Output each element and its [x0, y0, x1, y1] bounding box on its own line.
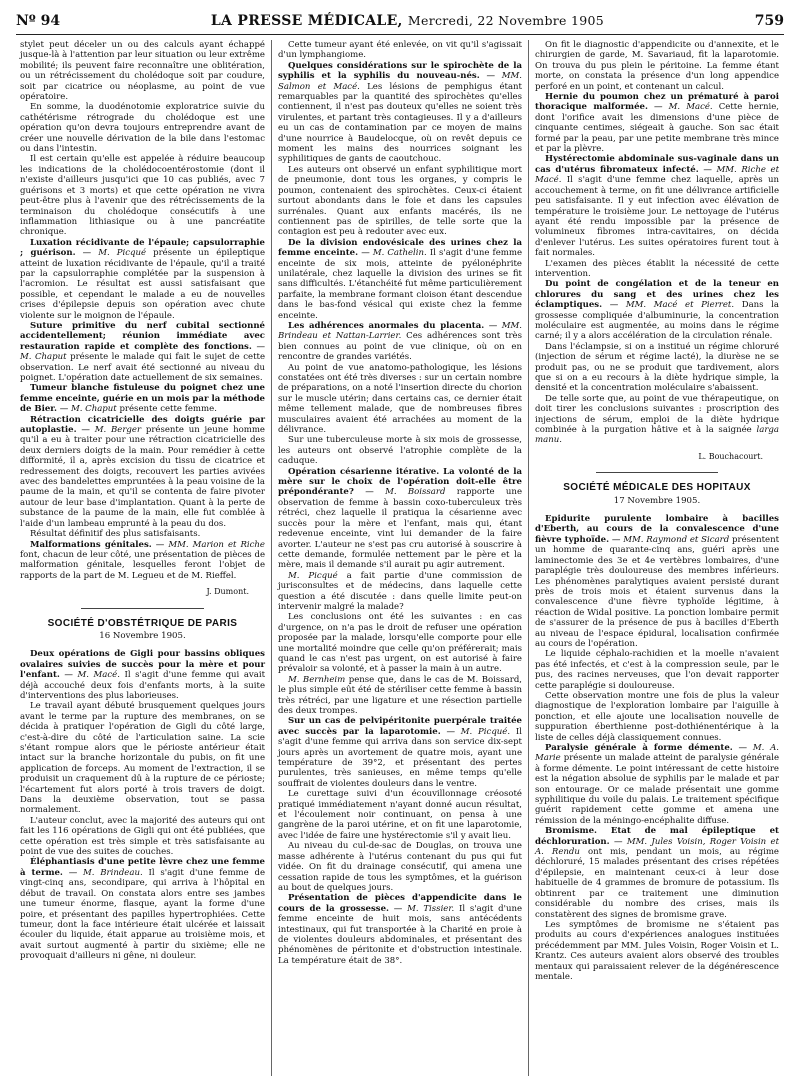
- article-title: Quelques considérations sur le spirochète de la syphilis et la syphilis du nouveau-nés.: [278, 60, 522, 82]
- article-text: font, chacun de leur côté, une présentation de pièces de malformation génitale, lesquelles feront l'objet de rapports de la part de M. Legueu et de M. Rieffel.: [20, 549, 265, 581]
- paragraph: Cette tumeur ayant été enlevée, on vit qu'il s'agissait d'un lymphangiome.: [278, 40, 522, 61]
- article-entry: [20, 238, 265, 321]
- article-author: — M. Brindeau.: [68, 867, 143, 878]
- article-entry: [20, 857, 265, 961]
- article-text: Il s'agit d'une femme enceinte de huit mois, sans antécédents intestinaux, qui fut transportée à la Charité en proie à de violentes douleurs abdominales, et présentant des phénomènes de péritonite et d'obstruction intestinale. La température était de 38°.: [278, 903, 523, 966]
- article-entry: [278, 893, 522, 966]
- article-author: — M. Boissard: [365, 487, 446, 498]
- article-entry: [535, 743, 779, 826]
- article-text: présente un malade atteint de paralysie générale à forme démente. Le point intéressant de cette histoire est la négation absolue de syphilis par le malade et par son entourage. Or ce malade présentait une gomme syphilitique du voile du palais. Le traitement spécifique guérit rapidement cette gomme et amena une rémission de la méningo-encéphalite diffuse.: [535, 753, 780, 826]
- paragraph: Dans l'éclampsie, si on a institué un régime chloruré (injection de sérum et régime lacté), la diurèse ne se produit pas, ou ne se produit que tardivement, alors que si on a eu recours à la diète hydrique simple, la densité et la concentration moléculaire s'abaissent.: [535, 341, 779, 394]
- article-entry: [535, 514, 779, 649]
- article-text: présente un épileptique atteint de luxation récidivante de l'épaule, qu'il a traité par la capsulorraphie complétée par la suspension à l'acromion. Le résultat est aussi satisfaisant que possible, et cependant le malade a eu de nouvelles crises d'épilepsie depuis son opération avec chute violente sur le moignon de l'épaule.: [20, 248, 266, 321]
- article-entry: [278, 467, 522, 571]
- paragraph-text: pense que, dans le cas de M. Boissard, le plus simple eût été de stériliser cette femme à bassin très rétréci, par une ligature et une résection partielle des deux trompes.: [278, 674, 523, 716]
- paragraph: Le liquide céphalo-rachidien et la moelle n'avaient pas été infectés, et c'est à la compression seule, par le pus, des racines nerveuses, que l'on devait rapporter cette paraplégie si douloureuse.: [535, 649, 779, 691]
- article-title: Présentation de pièces d'appendicite dans le cours de la grossesse.: [278, 893, 522, 914]
- article-author: — MM. Raymond et Sicard: [611, 534, 730, 545]
- article-author: — M. Macé.: [64, 670, 120, 681]
- article-title: De la division endovésicale des urines chez la femme enceinte.: [278, 237, 522, 259]
- article-title: Sur un cas de pelvipéritonite puerpérale traitée avec succès par la laparotomie.: [278, 716, 522, 737]
- article-text: Il s'agit d'une femme qui avait déjà accouché deux fois d'enfants morts, à la suite d'interventions des plus laborieuses.: [20, 670, 266, 701]
- article-title: Opération césarienne itérative. La volonté de la mère sur le choix de l'opération doit-elle être prépondérante?: [278, 466, 522, 498]
- page-header: [16, 8, 784, 35]
- speaker-name: M. Bernheim: [288, 674, 346, 685]
- article-title: Hystérectomie abdominale sus-vaginale dans un cas d'utérus fibromateux infecté.: [535, 154, 779, 175]
- article-entry: [20, 415, 265, 529]
- article-text: Il s'agit d'une femme de vingt-cinq ans, secondipare, qui arriva à l'hôpital en début de travail. On constata alors entre ses jambes une tumeur énorme, flasque, ayant la forme d'une poire, et présentant des papilles hypertrophiées. Cette tumeur, dont la face intérieure était ulcérée et laissait écouler du liquide, était apparue au troisième mois, et avait surtout augmenté à partir du sixième; elle ne provoquait d'ailleurs ni gêne, ni douleur.: [20, 867, 266, 962]
- divider: [596, 472, 718, 473]
- article-author: — M. Chaput: [59, 404, 117, 415]
- paragraph: Les symptômes de bromisme ne s'étaient pas produits au cours d'expériences analogues instituées précédemment par MM. Jules Voisin, Roger Voisin et L. Krantz. Ces auteurs avaient alors observé des troubles mentaux qui paraissaient relever de la dégénérescence mentale.: [535, 919, 779, 982]
- article-author: — M. Macé.: [654, 102, 713, 113]
- paragraph-text: a fait partie d'une commission de jurisconsultes et de médecins, dans laquelle cette question a été discutée : dans quelle limite peut-on intervenir malgré la malade?: [278, 570, 523, 612]
- article-title: Paralysie générale à forme démente.: [545, 743, 733, 753]
- paragraph: Le curettage suivi d'un écouvillonnage créosoté pratiqué immédiatement n'ayant donné aucun résultat, et l'écoulement noir continuant, on pensa à une gangrène de la paroi utérine, et on fit une laparotomie, avec l'idée de faire une hystérectomie s'il y avait lieu.: [278, 789, 522, 841]
- article-author: — MM. Jules Voisin, Roger Voisin et A. Rendu: [535, 836, 780, 858]
- divider: [81, 608, 204, 609]
- article-text: ont mis, pendant un mois, au régime déchloruré, 15 malades présentant des crises répétées d'épilepsie, en maintenant ceux-ci à leur dose habituelle de 4 grammes de bromure de potassium. Ils obtinrent par ce traitement une diminution considérable du nombre des crises, mais ils constatèrent des signes de bromisme grave.: [535, 847, 779, 920]
- article-title: Hernie du poumon chez un prématuré à paroi thoracique malformée.: [535, 92, 779, 113]
- article-title: Malformations génitales.: [30, 539, 152, 550]
- article-author: — M. A. Marie: [535, 743, 779, 764]
- article-title: Epidurite purulente lombaire à bacilles d'Eberth, au cours de la convalescence d'une fièvre typhoïde.: [535, 514, 779, 545]
- paragraph: L'examen des pièces établit la nécessité de cette intervention.: [535, 258, 779, 279]
- article-text: Ces adhérences sont très bien connues au point de vue clinique, où on en rencontre de grandes variétés.: [278, 331, 522, 363]
- paragraph: [278, 571, 522, 613]
- paragraph: stylet peut déceler un ou des calculs ayant échappé jusque-là à l'attention par leur situation ou leur extrême mobilité; ils peuvent faire reconnaître une oblitération, ou un rétrécissement du cholédoque soit par coudure, soit par cicatrice ou néoplasme, au point de vue opératoire.: [20, 40, 265, 103]
- article-entry: [535, 92, 779, 154]
- article-text: Il s'agit d'une femme chez laquelle, après un accouchement à terme, on fit une délivrance artificielle peu satisfaisante. Il y eut infection avec élévation de température le troisième jour. Le nettoyage de l'utérus ayant été rendu impossible par la présence de volumineux fibromes intra-cavitaires, on décida d'enlever l'utérus. Les suites opératoires furent tout à fait normales.: [535, 175, 779, 259]
- article-text: Il s'agit d'une femme enceinte de six mois, atteinte de pyélonéphrite unilatérale, chez laquelle la division des urines se fit sans difficultés. L'étanchéité fut même particulièrement parfaite, la membrane formant cloison étant descendue dans le bas-fond vésical qui existe chez la femme enceinte.: [278, 248, 523, 321]
- article-author: — MM. Salmon et Macé.: [278, 71, 523, 92]
- article-text: présente le malade qui fait le sujet de cette observation. Le nerf avait été sectionné au niveau du poignet. L'opération date actuellement de six semaines.: [20, 352, 265, 383]
- article-entry: [278, 716, 522, 789]
- article-title: Tumeur blanche fistuleuse du poignet chez une femme enceinte, guérie en un mois par la méthode de Bier.: [20, 383, 265, 415]
- page-number: 759: [754, 13, 784, 29]
- article-entry: [535, 154, 779, 258]
- article-text: Les lésions de pemphigus étant remarquables par la quantité des spirochètes qu'elles contiennent, il n'est pas douteux qu'elles ne soient très virulentes, et partant très contagieuses. Il y a d'ailleurs eu un cas de contamination par ce moyen de mains d'une nourrice à Baudelocque, où on revêt depuis ce moment les mains des nourrices soignant les syphilitiques de gants de caoutchouc.: [278, 81, 522, 165]
- article-entry: [20, 321, 265, 383]
- article-columns: [14, 40, 786, 1076]
- article-entry: [20, 649, 265, 701]
- article-entry: [278, 238, 522, 321]
- issue-number: Nº 94: [16, 13, 61, 29]
- paragraph: Au point de vue anatomo-pathologique, les lésions constatées ont été très diverses : sur un certain nombre de préparations, on a noté l'insertion directe du chorion sur le muscle utérin; dans certains cas, ce dernier était même tellement malade, que de nombreuses fibres musculaires avaient été arrachées au moment de la délivrance.: [278, 362, 522, 436]
- article-title: Du point de congélation et de la teneur en chlorures du sang et des urines chez les éclamptiques.: [535, 279, 779, 311]
- article-title: Rétraction cicatricielle des doigts guérie par autoplastie.: [20, 414, 265, 436]
- speaker-name: M. Picqué: [288, 570, 338, 581]
- signature: L. Bouchacourt.: [698, 451, 763, 461]
- issue-date: Mercredi, 22 Novembre 1905: [407, 13, 605, 28]
- paragraph: En somme, la duodénotomie exploratrice suivie du cathétérisme rétrograde du cholédoque est une opération qu'on devra toujours entreprendre avant de créer une nouvelle dérivation de la bile dans l'estomac ou dans l'intestin.: [20, 102, 265, 155]
- article-author: — M. Picqué.: [446, 726, 511, 737]
- article-title: Éléphantiasis d'une petite lèvre chez une femme à terme.: [20, 857, 265, 878]
- article-entry: [278, 321, 522, 363]
- article-title: Luxation récidivante de l'épaule; capsulorraphie ; guérison.: [20, 237, 265, 259]
- article-author: — MM. Riche et Macé.: [535, 164, 779, 186]
- article-title: Les adhérences anormales du placenta.: [288, 320, 485, 331]
- paragraph: Sur une tuberculeuse morte à six mois de grossesse, les auteurs ont observé l'atrophie complète de la caduque.: [278, 435, 522, 467]
- article-author: — M. Chaput: [20, 341, 266, 363]
- column-middle: [271, 40, 528, 1076]
- article-entry: [20, 383, 265, 414]
- paragraph-text: De telle sorte que, au point de vue thérapeutique, on doit tirer les conclusions suivantes : proscription des injections de sérum, emploi de la diète hydrique combinée à la purgation hâtive et à la saignée: [535, 393, 779, 436]
- journal-name: LA PRESSE MÉDICALE,: [210, 13, 403, 29]
- article-text: Dans la grossesse compliquée d'albuminurie, la concentration moléculaire est augmentée, au moins dans le régime carné; il y a alors accélération de la circulation rénale.: [535, 300, 780, 342]
- paragraph: Les conclusions ont été les suivantes : en cas d'urgence, on n'a pas le droit de refuser une opération proposée par la malade, lorsqu'elle comporte pour elle une mortalité moindre que celle qu'on préférerait; mais quand le cas n'est pas urgent, on est autorisé à faire prévaloir sa volonté, et à passer la main à un autre.: [278, 612, 522, 675]
- paragraph: On fit le diagnostic d'appendicite ou d'annexite, et le chirurgien de garde, M. Savariaud, fit la laparotomie. On trouva du pus plein le péritoine. La femme étant morte, on constata la présence d'un long appendice perforé en un point, et contenant un calcul.: [535, 40, 779, 92]
- article-title: Deux opérations de Gigli pour bassins obliques ovalaires suivies de succès pour la mère et pour l'enfant.: [20, 649, 265, 681]
- latin-phrase: larga manu.: [535, 425, 779, 446]
- article-entry: [535, 826, 779, 920]
- article-title: Suture primitive du nerf cubital sectionné accidentellement; réunion immédiate avec restauration rapide et complète des fonctions.: [20, 320, 265, 352]
- article-entry: [535, 279, 779, 341]
- paragraph: Le travail ayant débuté brusquement quelques jours avant le terme par la rupture des membranes, on se décida à pratiquer l'opération de Gigli du côté large, c'est-à-dire du côté de l'articulation saine. La scie s'étant rompue alors que le périoste antérieur était intact sur la branche horizontale du pubis, on fit une application de forceps. Au moment de l'extraction, il se produisit un craquement dû à la rupture de ce périoste; l'écartement fut alors porté à trois travers de doigt. Dans la deuxième observation, tout se passa normalement.: [20, 701, 265, 816]
- article-text: rapporte une observation de femme à bassin coxo-tuberculeux très rétréci, chez laquelle il pratiqua la césarienne avec succès pour la mère et l'enfant, mais qui, étant redevenue enceinte, vint lui demander de la faire avorter. L'auteur ne s'est pas cru autorisé à souscrire à cette demande, formulée nettement par le père et la mère, mais il demande s'il aurait pu agir autrement.: [278, 487, 522, 571]
- article-text: présentent un homme de quarante-cinq ans, guéri après une laminectomie des 3e et 4e vertèbres lombaires, d'une paraplégie très douloureuse des membres inférieurs. Les phénomènes paralytiques avaient persisté durant près de trois mois et étaient survenus dans la convalescence d'une fièvre typhoïde légitime, à réaction de Widal positive. La ponction lombaire permit de s'assurer de la présence de pus à bacilles d'Eberth au niveau de l'espace épidural, localisation confirmée au cours de l'opération.: [535, 534, 780, 649]
- article-text: Cette hernie, dont l'orifice avait les dimensions d'une pièce de cinquante centimes, siégeait à gauche. Son sac était formé par la peau, par une petite membrane très mince et par la plèvre.: [535, 102, 780, 155]
- column-left: [14, 40, 271, 1076]
- paragraph: Résultat définitif des plus satisfaisants.: [30, 529, 201, 540]
- paragraph: Il est certain qu'elle est appelée à réduire beaucoup les indications de la cholédocoentérostomie (dont il n'existe d'ailleurs jusqu'ici que 10 cas publiés, avec 7 guérisons et 3 morts) et que cette opération ne vivra peut-être plus à l'avenir que des rétrécissements de la terminaison du cholédoque consécutifs à une inflammation lithiasique ou à une pancréatite chronique.: [20, 154, 265, 238]
- paragraph: [278, 675, 522, 717]
- paragraph: Cette observation montre une fois de plus la valeur diagnostique de l'exploration lombaire par l'aiguille à ponction, et elle ajoute une localisation nouvelle de suppuration éberthienne post-dothiénentérique à la liste de celles déjà classiquement connues.: [535, 690, 779, 743]
- paragraph: Les auteurs ont observé un enfant syphilitique mort de pneumonie, dont tous les organes, y compris le poumon, contenaient des spirochètes. Ceux-ci étaient surtout abondants dans le foie et dans les capsules surrénales. Quant aux enfants macérés, ils ne contiennent pas de spirilles, de telle sorte que la contagion est peu à redouter avec eux.: [278, 164, 522, 238]
- article-author: — M. Berger: [81, 425, 142, 436]
- article-author: — MM. Marion et Riche: [155, 539, 265, 550]
- article-entry: [278, 61, 522, 165]
- section-date: 17 Novembre 1905.: [613, 495, 701, 506]
- article-author: — M. Tissier.: [393, 903, 455, 914]
- article-text: présente cette femme.: [119, 404, 217, 415]
- column-right: [528, 40, 785, 1076]
- article-author: — M. Cathelin.: [361, 248, 427, 259]
- article-author: — MM. Macé et Pierret.: [609, 300, 735, 311]
- journal-title: [211, 13, 604, 29]
- paragraph: Au niveau du cul-de-sac de Douglas, on trouva une masse adhérente à l'utérus contenant du pus qui fut vidée. On fit du drainage consécutif, qui amena une cessation rapide de tous les symptômes, et la guérison au bout de quelques jours.: [278, 841, 522, 893]
- paragraph: L'auteur conclut, avec la majorité des auteurs qui ont fait les 116 opérations de Gigli qui ont été publiées, que cette opération est très simple et très satisfaisante au point de vue des suites de couches.: [20, 815, 265, 858]
- article-text: présente un jeune homme qu'il a eu à traiter pour une rétraction cicatricielle des deux derniers doigts de la main. Pour remédier à cette difformité, il a, après excision du tissu de cicatrice et redressement des doigts, recouvert les parties avivées avec des bandelettes empruntées à la peau voisine de la paume de la main, et qu'il se contenta de faire pivoter autour de leur base d'implantation. Quant à la perte de substance de la paume de la main, elle fut comblée à l'aide d'un lambeau emprunté à la peau du dos.: [20, 425, 265, 529]
- signature: J. Dumont.: [206, 587, 249, 597]
- article-title: Bromisme. Etat de mal épileptique et déchloruration.: [535, 826, 779, 847]
- section-title: SOCIÉTÉ MÉDICALE DES HOPITAUX: [563, 482, 751, 494]
- article-author: — MM. Brindeau et Nattan-Larrier.: [278, 320, 523, 342]
- section-date: 16 Novembre 1905.: [99, 630, 186, 641]
- article-entry: [20, 540, 265, 582]
- paragraph: [535, 394, 779, 446]
- article-author: — M. Picqué: [82, 248, 147, 259]
- article-text: Il s'agit d'une femme qui arriva dans son service dix-sept jours après un avortement de quatre mois, ayant une température de 39°2, et présentant des pertes purulentes, très sanieuses, en même temps qu'elle souffrait de violentes douleurs dans le ventre.: [278, 726, 523, 789]
- section-title: SOCIÉTÉ D'OBSTÉTRIQUE DE PARIS: [47, 617, 238, 629]
